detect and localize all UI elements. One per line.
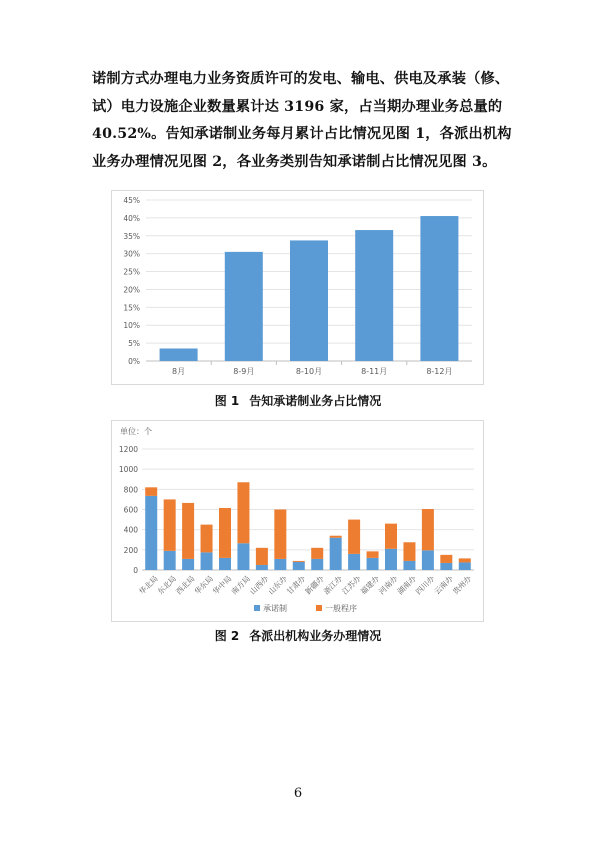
bar-segment bbox=[182, 559, 194, 570]
bar-segment bbox=[201, 525, 213, 553]
bar-segment bbox=[422, 509, 434, 550]
x-tick-label: 西北局 bbox=[174, 574, 197, 597]
bar-segment bbox=[311, 548, 323, 559]
x-tick-label: 8-12月 bbox=[426, 367, 453, 376]
y-tick-label: 0 bbox=[133, 566, 138, 575]
y-tick-label: 5% bbox=[128, 339, 140, 349]
bar-segment bbox=[422, 550, 434, 570]
bar-segment bbox=[293, 562, 305, 570]
bar-segment bbox=[403, 561, 415, 570]
bar-segment bbox=[182, 503, 194, 559]
x-tick-label: 四川办 bbox=[413, 574, 437, 597]
y-tick-label: 20% bbox=[123, 285, 140, 295]
y-tick-label: 40% bbox=[123, 213, 140, 223]
x-tick-label: 新疆办 bbox=[303, 574, 326, 597]
paragraph-line: 业务办理情况见图 2，各业务类别告知承诺制占比情况见图 3。 bbox=[92, 153, 497, 170]
bar-segment bbox=[403, 542, 415, 561]
bar-segment bbox=[201, 552, 213, 570]
x-tick-label: 湖南办 bbox=[395, 574, 418, 597]
y-tick-label: 400 bbox=[123, 525, 138, 535]
bar-segment bbox=[164, 499, 176, 550]
x-tick-label: 山西办 bbox=[247, 574, 271, 597]
x-tick-label: 浙江办 bbox=[321, 574, 345, 597]
bar-segment bbox=[237, 482, 249, 543]
legend-swatch bbox=[316, 605, 322, 611]
bar-segment bbox=[311, 559, 323, 570]
bar-segment bbox=[440, 555, 452, 563]
y-tick-label: 35% bbox=[123, 231, 140, 241]
figure2-caption bbox=[0, 627, 596, 644]
figure2-label: 图 2 bbox=[214, 629, 240, 643]
x-tick-label: 江苏办 bbox=[340, 574, 363, 597]
y-tick-label: 25% bbox=[123, 267, 140, 277]
figure1-caption bbox=[0, 392, 596, 409]
y-tick-label: 10% bbox=[123, 321, 140, 331]
body-paragraph bbox=[92, 66, 510, 176]
y-tick-label: 1200 bbox=[118, 445, 138, 454]
bar bbox=[290, 240, 328, 361]
figure1-chart bbox=[111, 190, 484, 385]
figure2-svg bbox=[112, 421, 483, 621]
bar bbox=[225, 252, 263, 361]
bar-segment bbox=[293, 561, 305, 562]
x-tick-label: 8-9月 bbox=[233, 367, 255, 376]
bar-segment bbox=[145, 487, 157, 496]
x-tick-label: 东北局 bbox=[155, 574, 179, 597]
bar-segment bbox=[256, 548, 268, 565]
bar-segment bbox=[145, 496, 157, 570]
figure1-title: 告知承诺制业务占比情况 bbox=[249, 394, 382, 408]
figure1-svg bbox=[112, 191, 483, 384]
y-tick-label: 600 bbox=[123, 505, 138, 515]
bar-segment bbox=[164, 551, 176, 570]
x-tick-label: 华北局 bbox=[137, 574, 160, 597]
bar-segment bbox=[330, 538, 342, 570]
bar-segment bbox=[219, 558, 231, 570]
y-tick-label: 800 bbox=[123, 485, 138, 495]
bar bbox=[355, 230, 393, 361]
y-tick-label: 45% bbox=[123, 196, 140, 205]
bar-segment bbox=[367, 551, 379, 558]
x-tick-label: 南方局 bbox=[229, 574, 252, 597]
legend-label: 一般程序 bbox=[325, 604, 357, 613]
bar-segment bbox=[219, 508, 231, 558]
bar-segment bbox=[348, 554, 360, 570]
x-tick-label: 福建办 bbox=[358, 574, 381, 597]
x-tick-label: 8-10月 bbox=[295, 367, 323, 376]
y-tick-label: 200 bbox=[123, 545, 138, 555]
x-tick-label: 贵州办 bbox=[450, 574, 474, 597]
legend-swatch bbox=[254, 605, 260, 611]
y-tick-label: 30% bbox=[123, 249, 140, 259]
paragraph-line: 诺制方式办理电力业务资质许可的发电、输电、供电及承装（修、 bbox=[92, 71, 510, 87]
bar-segment bbox=[459, 562, 471, 570]
page-number: 6 bbox=[293, 786, 303, 801]
x-tick-label: 华东局 bbox=[192, 574, 215, 597]
unit-label: 单位：个 bbox=[120, 427, 152, 436]
x-tick-label: 8月 bbox=[172, 367, 186, 376]
bar-segment bbox=[256, 565, 268, 570]
y-tick-label: 15% bbox=[123, 303, 140, 313]
bar-segment bbox=[367, 558, 379, 570]
bar-segment bbox=[440, 563, 452, 570]
figure1-label: 图 1 bbox=[214, 394, 240, 408]
legend-label: 承诺制 bbox=[263, 604, 287, 613]
y-tick-label: 0% bbox=[128, 357, 140, 366]
bar-segment bbox=[385, 524, 397, 549]
x-tick-label: 甘肃办 bbox=[284, 574, 308, 597]
figure2-title: 各派出机构业务办理情况 bbox=[249, 629, 382, 643]
x-tick-label: 山东办 bbox=[266, 574, 289, 597]
bar-segment bbox=[330, 536, 342, 538]
figure2-chart bbox=[111, 420, 484, 622]
bar-segment bbox=[274, 510, 286, 559]
x-tick-label: 华中局 bbox=[211, 574, 234, 597]
bar bbox=[160, 348, 198, 361]
y-tick-label: 1000 bbox=[118, 465, 138, 475]
bar-segment bbox=[385, 549, 397, 570]
bar bbox=[420, 216, 458, 361]
bar-segment bbox=[348, 520, 360, 554]
bar-segment bbox=[274, 559, 286, 570]
x-tick-label: 河南办 bbox=[377, 574, 400, 597]
x-tick-label: 8-11月 bbox=[361, 367, 388, 376]
x-tick-label: 云南办 bbox=[432, 574, 455, 597]
bar-segment bbox=[459, 558, 471, 562]
paragraph-line: 试）电力设施企业数量累计达 3196 家，占当期办理业务总量的 bbox=[92, 98, 503, 115]
paragraph-line: 40.52%。告知承诺制业务每月累计占比情况见图 1，各派出机构 bbox=[92, 126, 512, 142]
bar-segment bbox=[237, 543, 249, 570]
